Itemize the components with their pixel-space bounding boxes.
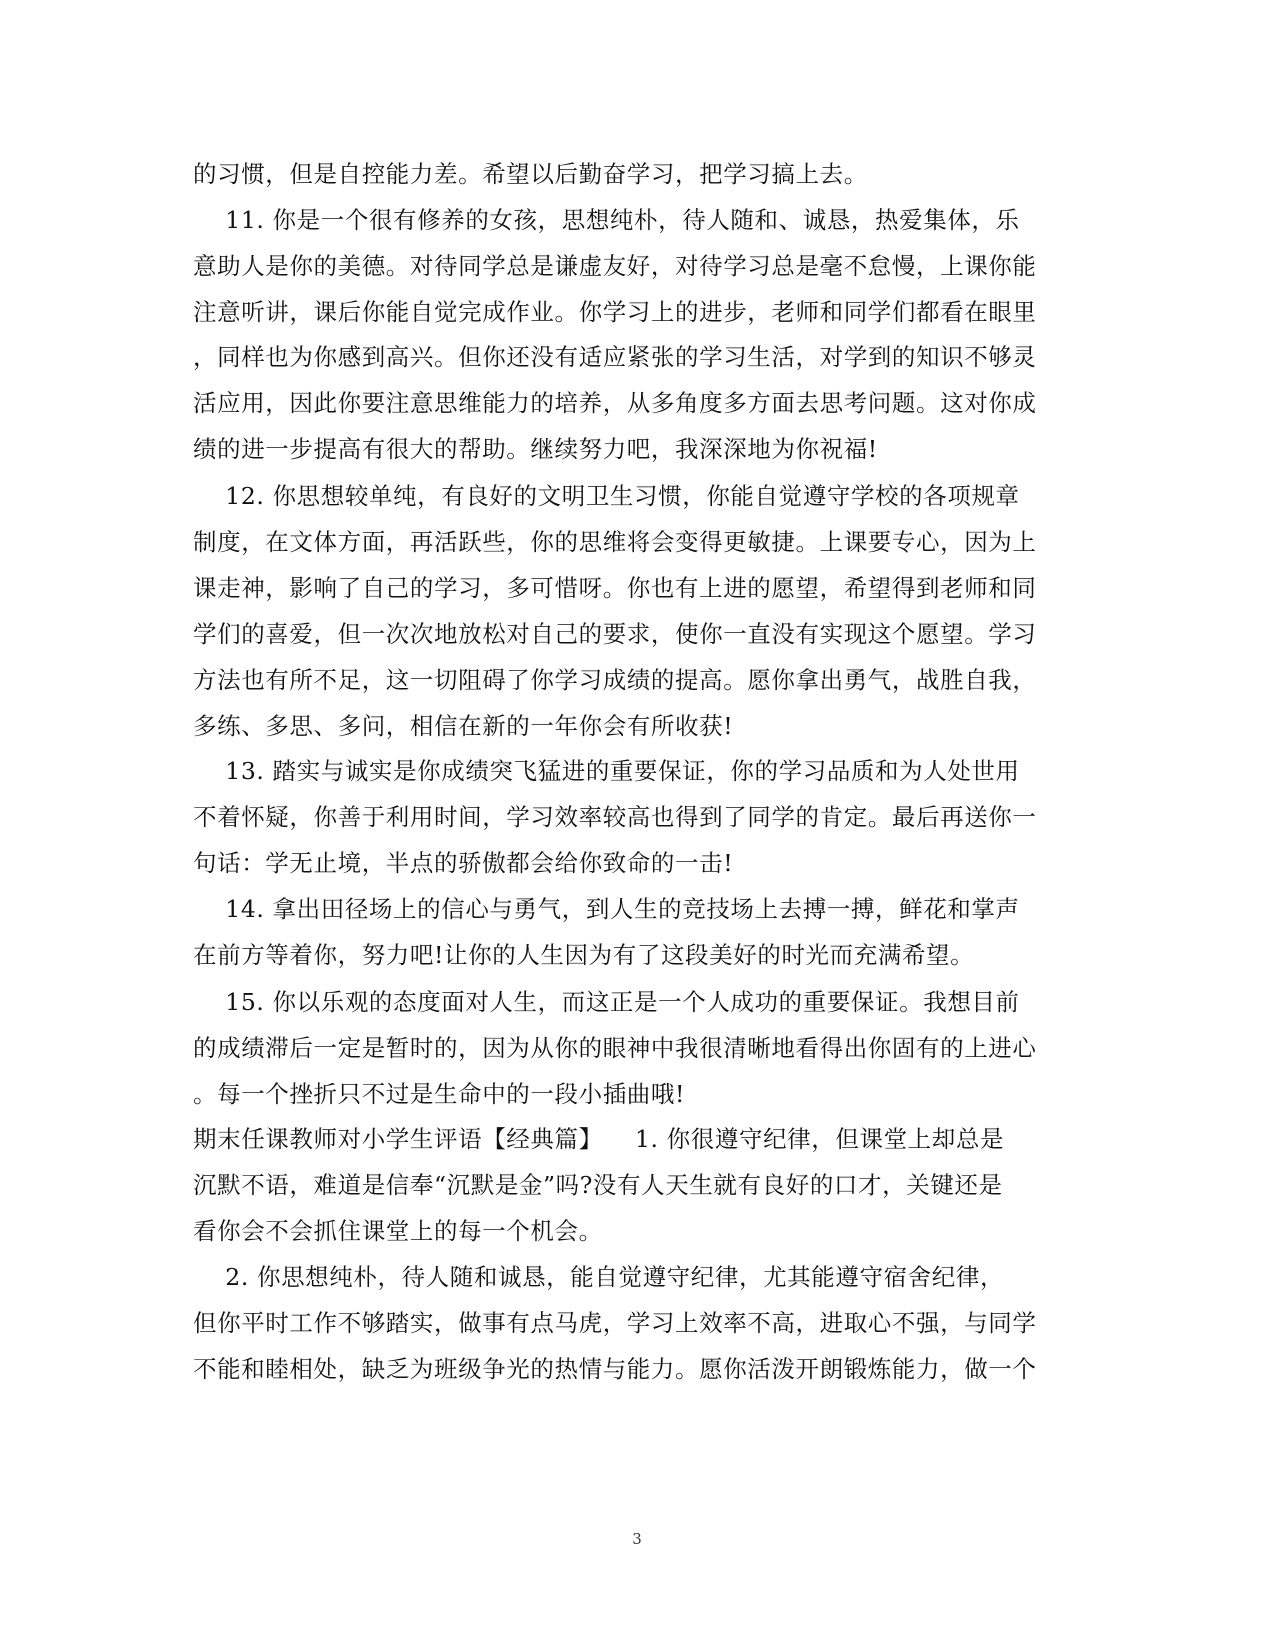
text-line: 2. 你思想纯朴，待人随和诚恳，能自觉遵守纪律，尤其能遵守宿舍纪律， <box>193 1263 1005 1291</box>
text-line: 13. 踏实与诚实是你成绩突飞猛进的重要保证，你的学习品质和为人处世用 <box>193 757 1020 785</box>
text-line: 看你会不会抓住课堂上的每一个机会。 <box>193 1217 603 1245</box>
text-line: 的习惯，但是自控能力差。希望以后勤奋学习，把学习搞上去。 <box>193 160 868 188</box>
text-line: 意助人是你的美德。对待同学总是谦虚友好，对待学习总是毫不怠慢，上课你能 <box>193 252 1037 280</box>
text-line: 沉默不语，难道是信奉“沉默是金”吗?没有人天生就有良好的口才，关键还是 <box>193 1171 1003 1199</box>
text-line: 制度，在文体方面，再活跃些，你的思维将会变得更敏捷。上课要专心，因为上 <box>193 528 1037 556</box>
text-line: 期末任课教师对小学生评语【经典篇】 1. 你很遵守纪律，但课堂上却总是 <box>193 1125 1005 1153</box>
text-line: 但你平时工作不够踏实，做事有点马虎，学习上效率不高，进取心不强，与同学 <box>193 1309 1037 1337</box>
text-line: 方法也有所不足，这一切阻碍了你学习成绩的提高。愿你拿出勇气，战胜自我， <box>193 666 1037 694</box>
text-line: 多练、多思、多问，相信在新的一年你会有所收获! <box>193 712 734 740</box>
text-line: 在前方等着你，努力吧!让你的人生因为有了这段美好的时光而充满希望。 <box>193 941 975 969</box>
text-line: 不着怀疑，你善于利用时间，学习效率较高也得到了同学的肯定。最后再送你一 <box>193 803 1037 831</box>
text-line: 不能和睦相处，缺乏为班级争光的热情与能力。愿你活泼开朗锻炼能力，做一个 <box>193 1355 1037 1383</box>
text-line: ，同样也为你感到高兴。但你还没有适应紧张的学习生活，对学到的知识不够灵 <box>193 343 1037 371</box>
text-line: 15. 你以乐观的态度面对人生，而这正是一个人成功的重要保证。我想目前 <box>193 988 1020 1016</box>
text-line: 11. 你是一个很有修养的女孩，思想纯朴，待人随和、诚恳，热爱集体，乐 <box>193 206 1020 234</box>
text-line: 注意听讲，课后你能自觉完成作业。你学习上的进步，老师和同学们都看在眼里 <box>193 298 1037 326</box>
text-line: 的成绩滞后一定是暂时的，因为从你的眼神中我很清晰地看得出你固有的上进心 <box>193 1034 1037 1062</box>
page-number: 3 <box>632 1530 642 1548</box>
text-line: 学们的喜爱，但一次次地放松对自己的要求，使你一直没有实现这个愿望。学习 <box>193 620 1037 648</box>
text-line: 句话：学无止境，半点的骄傲都会给你致命的一击! <box>193 849 734 877</box>
text-line: 14. 拿出田径场上的信心与勇气，到人生的竞技场上去搏一搏，鲜花和掌声 <box>193 895 1020 923</box>
text-line: 12. 你思想较单纯，有良好的文明卫生习惯，你能自觉遵守学校的各项规章 <box>193 482 1020 510</box>
text-line: 。每一个挫折只不过是生命中的一段小插曲哦! <box>193 1080 686 1108</box>
text-line: 活应用，因此你要注意思维能力的培养，从多角度多方面去思考问题。这对你成 <box>193 389 1037 417</box>
text-line: 课走神，影响了自己的学习，多可惜呀。你也有上进的愿望，希望得到老师和同 <box>193 574 1037 602</box>
text-line: 绩的进一步提高有很大的帮助。继续努力吧，我深深地为你祝福! <box>193 435 878 463</box>
